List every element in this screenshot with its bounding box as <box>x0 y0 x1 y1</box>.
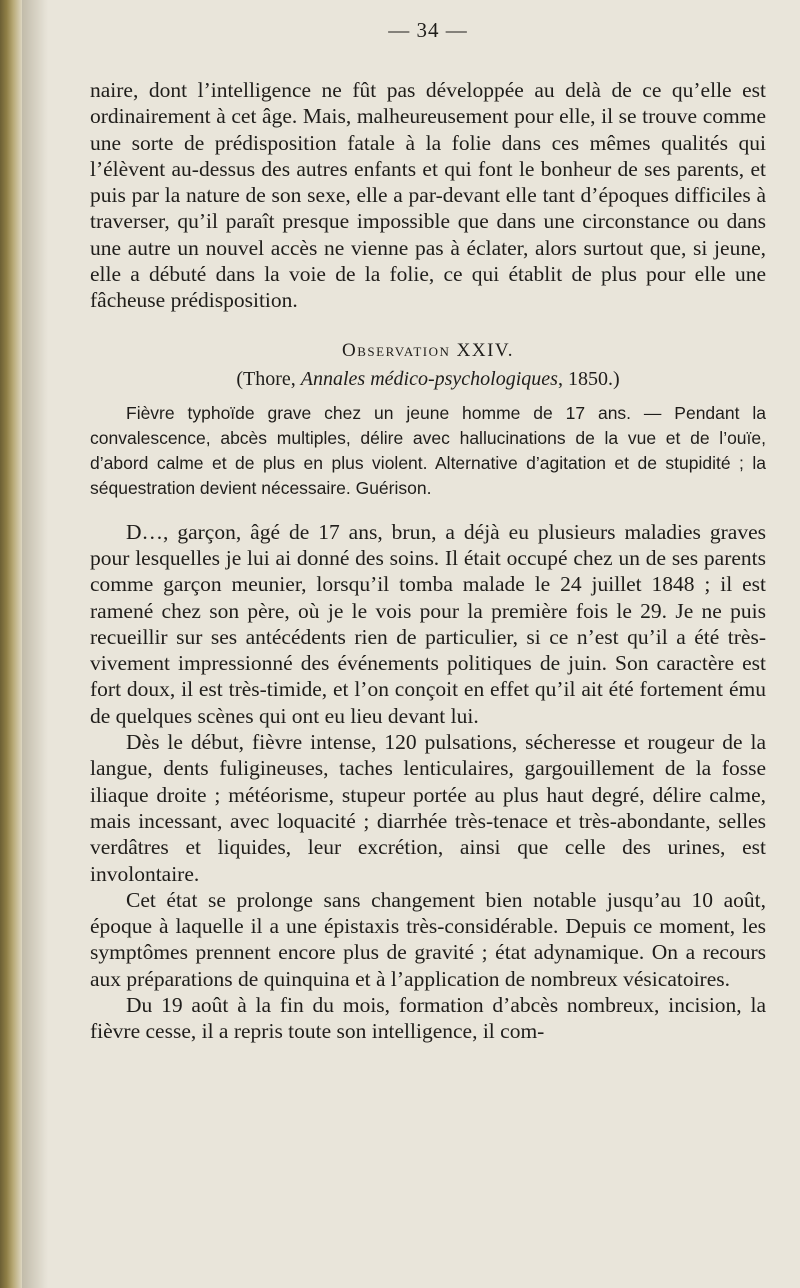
observation-reference <box>90 368 766 391</box>
book-binding-edge <box>0 0 22 1288</box>
observation-summary: Fièvre typhoïde grave chez un jeune homme de 17 ans. — Pendant la convalescence, abcès multiples, délire avec hallucinations de la vue et de l’ouïe, d’abord calme et de plus en plus violent. Alternative d’agitation et de stupidité ; la séquestration devient nécessaire. Guérison. <box>90 402 766 498</box>
observation-title: Observation XXIV. <box>342 339 514 361</box>
case-paragraph: Cet état se prolonge sans changement bien notable jusqu’au 10 août, époque à laquelle il a une épistaxis très-considérable. Depuis ce moment, les symptômes prennent encore plus de gravité ; état adynamique. On a recours aux préparations de quinquina et à l’application de nombreux vésicatoires. <box>90 887 766 991</box>
case-paragraph: Du 19 août à la fin du mois, formation d’abcès nombreux, incision, la fièvre cesse, il a repris toute son intelligence, il com- <box>90 993 766 1044</box>
reference-journal: Annales médico-psychologiques <box>300 367 558 390</box>
case-paragraph: D…, garçon, âgé de 17 ans, brun, a déjà eu plusieurs maladies graves pour lesquelles je lui ai donné des soins. Il était occupé chez un de ses parents comme garçon meunier, lorsqu’il tomba malade le 24 juillet 1848 ; il est ramené chez son père, où je le vois pour la première fois le 29. Je ne puis recueillir sur ses antécédents rien de particulier, si ce n’est qu’il a été très-vivement impressionné des événements politiques de juin. Son caractère est fort doux, il est très-timide, et l’on conçoit en effet qu’il ait été fortement ému de quelques scènes qui ont eu lieu devant lui. <box>90 519 766 728</box>
case-paragraph: Dès le début, fièvre intense, 120 pulsations, sécheresse et rougeur de la langue, dents fuligineuses, taches lenticulaires, gargouillement de la fosse iliaque droite ; météorisme, stupeur portée au plus haut degré, délire calme, mais incessant, avec loquacité ; diarrhée très-tenace et très-abondante, selles verdâtres et liquides, leur excrétion, ainsi que celle des urines, est involontaire. <box>90 730 766 886</box>
gutter-shadow <box>22 0 48 1288</box>
reference-year: , 1850.) <box>557 367 620 390</box>
page-number: — 34 — <box>388 18 468 42</box>
reference-author: (Thore, <box>236 367 301 390</box>
intro-paragraph: naire, dont l’intelligence ne fût pas développée au delà de ce qu’elle est ordinairement à cet âge. Mais, malheureusement pour elle, il se trouve comme une sorte de prédisposition fatale à la folie dans ces mêmes qualités qui l’élèvent au-dessus des autres enfants et qui font le bonheur de ses parents, et puis par la nature de son sexe, elle a par-devant elle tant d’époques difficiles à traverser, qu’il paraît presque impossible que dans une circonstance ou dans une autre un nouvel accès ne vienne pas à éclater, alors surtout que, si jeune, elle a débuté dans la voie de la folie, ce qui établit de plus pour elle une fâcheuse prédisposition. <box>90 78 766 313</box>
book-page <box>90 18 766 1268</box>
